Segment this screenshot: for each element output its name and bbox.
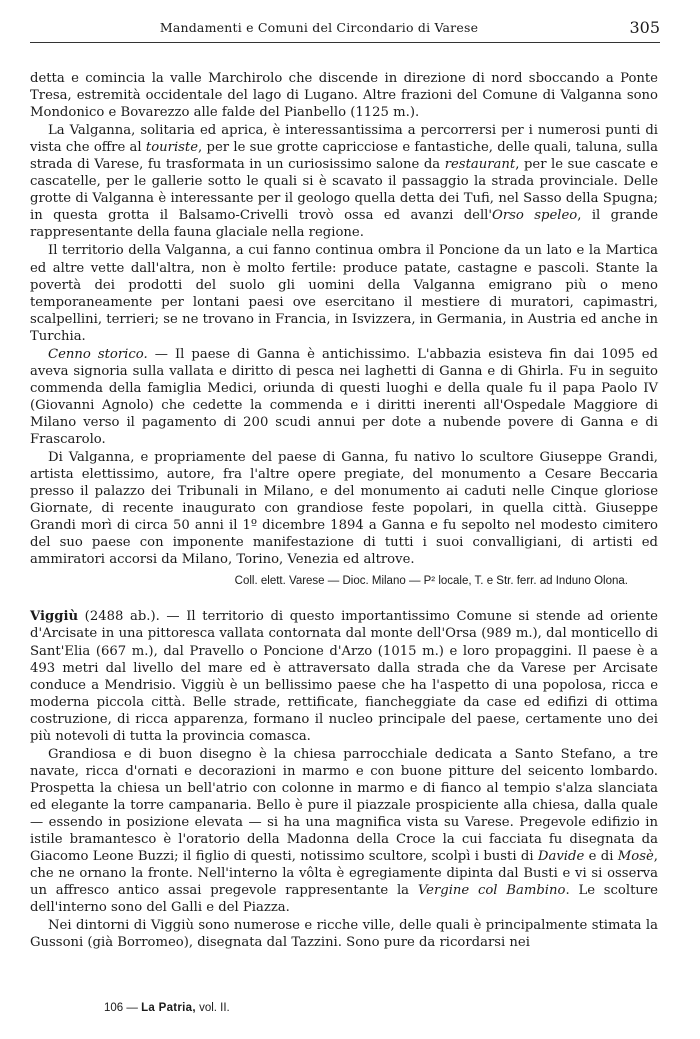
italic-run: restaurant xyxy=(444,157,516,173)
footer-title: La Patria, xyxy=(141,1002,196,1014)
paragraph xyxy=(30,70,658,121)
section-gap xyxy=(30,590,658,608)
header-rule xyxy=(30,42,660,43)
paragraph xyxy=(30,608,658,744)
text-run: , per le sue cascate e cascatelle, per le gallerie sotto le quali si è scavato il passaggio la strada provinciale. Delle grotte di Valganna è interessante per il geologo quella detta dei Tufi, nel Sasso della Spugna; in questa grotta il Balsamo-Crivelli trovò ossa ed avanzi dell' xyxy=(30,157,658,224)
text-run: — Il paese di Ganna è antichissimo. L'abbazia esisteva fin dai 1095 ed aveva signoria sulla vallata e diritto di pesca nei laghetti di Ganna e di Ghirla. Fu in seguito commenda della famiglia Medici, oriunda di questi luoghi e della quale fu il papa Paolo IV (Giovanni Agnolo) che cedette la commenda e i diritti inerenti all'Ospedale Maggiore di Milano verso il pagamento di 200 scudi annui per dote a nubende povere di Ganna e di Frascarolo. xyxy=(30,346,658,447)
italic-run: Davide xyxy=(537,849,585,865)
text-run: La Valganna, solitaria ed aprica, è interessantissima a percorrersi per i numerosi punti di vista che offre al xyxy=(30,123,658,156)
text-run: Di Valganna, e propriamente del paese di Ganna, fu nativo lo scultore Giuseppe Grandi, artista elettissimo, autore, fra l'altre opere pregiate, del monumento a Cesare Beccaria presso il palazzo dei Tribunali in Milano, e del monumento ai caduti nelle Cinque gloriose Giornate, di recente inaugurato con grandiose feste popolari, in quella città. Giuseppe Grandi morì di circa 50 anni il 1º dicembre 1894 a Ganna e fu sepolto nel modesto cimitero del suo paese con imponente manifestazione di tutti i suoi convalligiani, di artisti ed ammiratori accorsi da Milano, Torino, Venezia ed altrove. xyxy=(30,450,658,568)
text-run: e di xyxy=(584,849,618,865)
text-run: Il territorio della Valganna, a cui fanno continua ombra il Poncione da un lato e la Martica ed altre vette dall'altra, non è molto fertile: produce patate, castagne e pascoli. Stante la povertà dei prodotti del suolo gli uomini della Valganna emigrano più o meno temporaneamente per lontani paesi ove esercitano il mestiere di muratori, capimastri, scalpellini, terrieri; se ne trovano in Francia, in Isvizzera, in Germania, in Austria ed anche in Turchia. xyxy=(30,243,658,344)
italic-run: Vergine col Bambino xyxy=(417,883,566,899)
text-run: , il grande rappresentante della fauna glaciale nella regione. xyxy=(30,208,659,241)
italic-run: Orso speleo xyxy=(492,208,578,224)
paragraph xyxy=(30,449,658,568)
entry-heading: Viggiù xyxy=(30,609,79,625)
paragraph xyxy=(30,746,658,916)
text-run: . Le scolture dell'interno sono del Galli e del Piazza. xyxy=(30,883,658,916)
page-footer xyxy=(104,1002,230,1014)
paragraph xyxy=(30,242,658,344)
text-run: (2488 ab.). — Il territorio di questo importantissimo Comune si stende ad oriente d'Arcisate in una pittoresca vallata contornata dal monte dell'Orsa (989 m.), dal monticello di Sant'Elia (667 m.), dal Pravello o Poncione d'Arzo (1015 m.) e loro propaggini. Il paese è a 493 metri dal livello del mare ed è attraversato dalla strada che da Varese per Arcisate conduce a Mendrisio. Viggiù è un bellissimo paese che ha l'aspetto di una popolosa, ricca e moderna piccola città. Belle strade, rettificate, fiancheggiate da case ed edifizi di ottima costruzione, di ricca apparenza, formano il nucleo principale del paese, certamente uno dei più notevoli di tutta la provincia comasca. xyxy=(30,609,658,744)
paragraph xyxy=(30,917,658,951)
italic-run: Mosè xyxy=(617,849,654,865)
italic-run: touriste xyxy=(145,140,199,156)
paragraph xyxy=(30,122,658,241)
text-run: Nei dintorni di Viggiù sono numerose e ricche ville, delle quali è principalmente stimata la Gussoni (già Borromeo), disegnata dal Tazzini. Sono pure da ricordarsi nei xyxy=(30,918,658,951)
text-run: detta e comincia la valle Marchirolo che discende in direzione di nord sboccando a Ponte Tresa, estremità occidentale del lago di Lugano. Altre frazioni del Comune di Valganna sono Mondonico e Bovarezzo alle falde del Pianbello (1125 m.). xyxy=(30,71,658,121)
text-run: , per le sue grotte capricciose e fantastiche, delle quali, taluna, sulla strada di Varese, fu trasformata in un curiosissimo salone da xyxy=(30,140,659,173)
page-number: 305 xyxy=(629,18,660,37)
running-header xyxy=(30,18,660,40)
text-run: , che ne ornano la fronte. Nell'interno la vôlta è egregiamente dipinta dal Busti e vi si osserva un affresco antico assai pregevole rappresentante la xyxy=(30,849,658,899)
footer-volume: vol. II. xyxy=(199,1002,230,1014)
body-text xyxy=(30,70,658,952)
italic-run: Cenno storico. xyxy=(48,346,148,362)
valganna-section xyxy=(30,70,658,568)
viggiu-section xyxy=(30,608,658,951)
text-run: Grandiosa e di buon disegno è la chiesa parrocchiale dedicata a Santo Stefano, a tre navate, ricca d'ornati e decorazioni in marmo e con buone pitture del seicento lombardo. Prospetta la chiesa un bell'atrio con colonne in marmo e di fianco al tempio s'alza slanciata ed elegante la torre campanaria. Bello è pure il piazzale prospiciente alla chiesa, dalla quale — essendo in posizione elevata — si ha una magnifica vista su Varese. Pregevole edifizio in istile bramantesco è l'oratorio della Madonna della Croce la cui facciata fu disegnata da Giacomo Leone Buzzi; il figlio di questi, notissimo scultore, scolpì i busti di xyxy=(30,746,658,865)
collegio-line: Coll. elett. Varese — Dioc. Milano — P² locale, T. e Str. ferr. ad Induno Olona. xyxy=(234,575,628,588)
running-title: Mandamenti e Comuni del Circondario di Varese xyxy=(159,20,479,35)
footer-number: 106 — xyxy=(104,1002,138,1014)
paragraph xyxy=(30,346,658,448)
